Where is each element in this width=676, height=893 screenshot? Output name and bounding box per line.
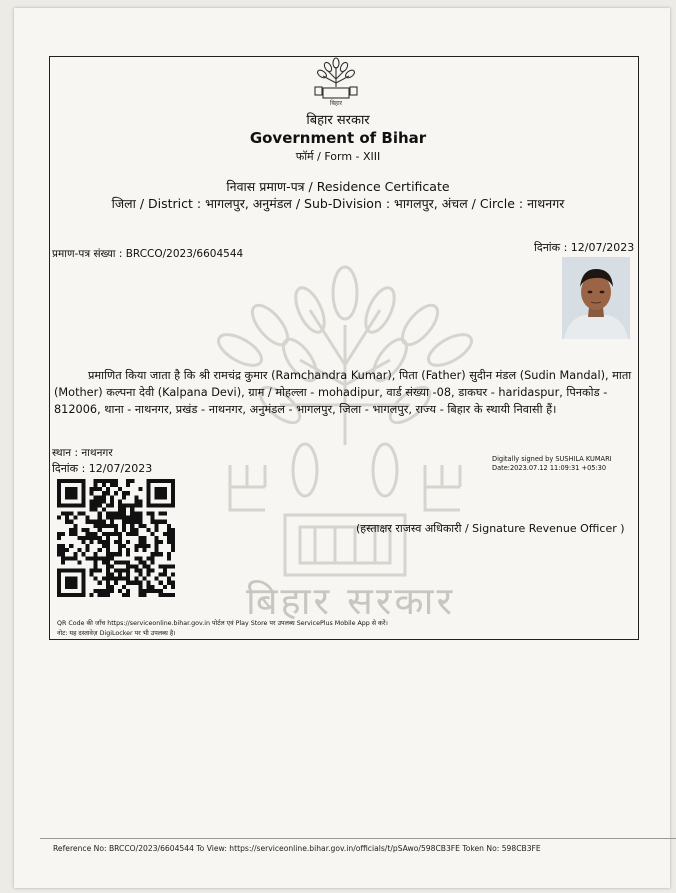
signature-officer: (हस्ताक्षर राजस्व अधिकारी / Signature Revenue Officer ) (356, 522, 625, 535)
certificate-body (54, 367, 634, 418)
form-number: फॉर्म / Form - XIII (295, 150, 381, 163)
emblem-caption: बिहार (329, 100, 343, 107)
qr-note: QR Code की जाँच https://serviceonline.bihar.gov.in पोर्टल एवं Play Store पर उपलब्ध ServicePlus Mobile App से करें। (57, 620, 388, 627)
body-line-3: 812006, थाना - नाथनगर, प्रखंड - नाथनगर, अनुमंडल - भागलपुर, जिला - भागलपुर, राज्य - बिहार के स्थायी निवासी हैं। (54, 403, 557, 416)
certificate-number: प्रमाण-पत्र संख्या : BRCCO/2023/6604544 (52, 248, 244, 260)
reference-line: Reference No: BRCCO/2023/6604544 To View: https://serviceonline.bihar.gov.in/officials/t/pSAwo/598CB3FE Token No: 598CB3FE (53, 844, 541, 853)
body-line-1: प्रमाणित किया जाता है कि श्री रामचंद्र कुमार (Ramchandra Kumar), पिता (Father) सुदीन मंडल (Sudin Mandal), माता (88, 369, 632, 382)
district-line: जिला / District : भागलपुर, अनुमंडल / Sub-Division : भागलपुर, अंचल / Circle : नाथनगर (111, 196, 565, 211)
applicant-photo (562, 257, 630, 339)
bihar-watermark-icon (210, 265, 480, 625)
digital-signature-date: Date:2023.07.12 11:09:31 +05:30 (492, 464, 607, 472)
bihar-emblem-icon (313, 57, 359, 107)
issue-date-top: दिनांक : 12/07/2023 (534, 241, 635, 254)
digital-signature-by: Digitally signed by SUSHILA KUMARI (492, 455, 612, 463)
body-line-2: (Mother) कल्पना देवी (Kalpana Devi), ग्राम / मोहल्ला - mohadipur, वार्ड संख्या -08, डाकघर - haridaspur, पिनकोड - (54, 386, 608, 399)
issue-date-bottom: दिनांक : 12/07/2023 (52, 462, 153, 475)
certificate-title: निवास प्रमाण-पत्र / Residence Certificate (226, 179, 450, 194)
state-name-hindi: बिहार सरकार (306, 113, 370, 128)
footer-divider (40, 838, 676, 839)
place: स्थान : नाथनगर (52, 447, 113, 459)
digital-signature (492, 455, 612, 473)
watermark-text: बिहार सरकार (246, 579, 455, 623)
qr-code-icon[interactable] (57, 479, 175, 597)
digilocker-note: नोट: यह दस्तावेज़ DigiLocker पर भी उपलब्ध है। (57, 630, 176, 637)
government-title: Government of Bihar (249, 129, 427, 147)
